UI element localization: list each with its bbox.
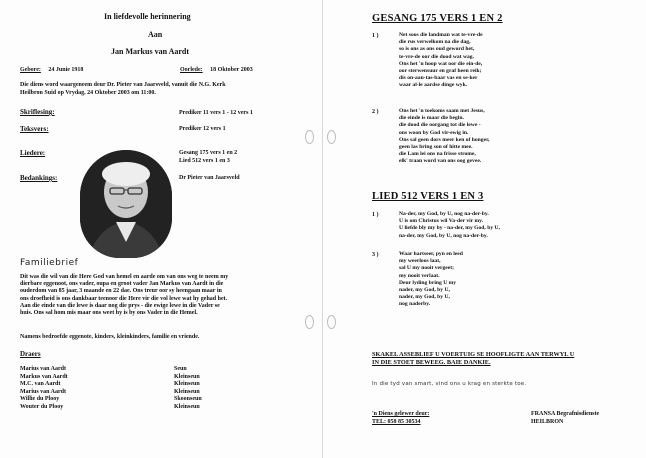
bearer-name: M.C. van Aardt	[20, 381, 61, 388]
born-label: Gebore:	[20, 67, 41, 73]
verse-line: na-der, my God, by U, nog na-der-by.	[399, 232, 488, 239]
undertaker-tel: TEL: 058 85 30534	[372, 419, 421, 425]
song-1-verse-1	[399, 32, 483, 90]
verse-line: Ons het 'n hoop wat oor die ein-de,	[399, 60, 483, 67]
bearer-relation: Kleinseun	[174, 403, 200, 410]
program-label-reading: Skriflesing:	[20, 108, 55, 116]
service-line-1: Die diens word waargeneem deur Dr. Pieter van Jaarsveld, vanuit die N.G. Kerk	[20, 82, 226, 88]
song-2-title: LIED 512 VERS 1 EN 3	[372, 191, 484, 202]
bearers-relations	[174, 366, 202, 412]
verse-line: U is om Christus wil Va-der vir my.	[399, 218, 484, 225]
bearer-name: Marius van Aardt	[20, 366, 67, 372]
letter-heading: Familiebrief	[20, 258, 79, 268]
verse-line: nader, my God, by U,	[399, 287, 450, 294]
bearer-name: Willie du Plooy	[20, 396, 60, 403]
died-row	[180, 67, 253, 74]
portrait-photo	[80, 150, 172, 258]
handwritten-note: In die tyd van smart, vind ons u krag en sterkte toe.	[372, 381, 527, 387]
memorial-heading: In liefdevolle herinnering	[104, 12, 191, 21]
verse-line: Na-der, my God, by U, nog na-der-by.	[399, 211, 489, 217]
service-line-2: Heilbron Suid op Vrydag, 24 Oktober 2003 om 11:00.	[20, 90, 156, 96]
bearers-heading: Draers	[20, 350, 41, 358]
program-value-reading: Prediker 11 vers 1 - 12 vers 1	[179, 110, 253, 116]
letter-body	[20, 274, 228, 317]
verse-number: 1 )	[372, 33, 379, 39]
died-date: 18 Oktober 2003	[210, 67, 253, 73]
verse-line: my weerloos laat,	[399, 258, 441, 265]
born-row	[20, 67, 83, 74]
bearer-relation: Kleinseun	[174, 373, 200, 380]
program-value-thanks: Dr Pieter van Jaarsveld	[179, 175, 240, 181]
verse-line: U liefde bly my by - na-der, my God, by U,	[399, 225, 500, 232]
program-value-song-1: Gesang 175 vers 1 en 2	[179, 150, 238, 156]
binder-hole	[305, 315, 314, 329]
song-2-verse-3	[399, 251, 463, 309]
bearer-relation: Kleinseun	[174, 381, 200, 388]
deceased-name: Jan Markus van Aardt	[111, 47, 190, 56]
verse-number: 3 )	[372, 252, 379, 258]
program-label-thanks: Bedankings:	[20, 174, 58, 182]
verse-line: die rus verwelkom na die dag,	[399, 39, 471, 46]
verse-line: ons woon by God vir-ewig in.	[399, 129, 469, 136]
letter-line: ouderdom van 85 jaar, 3 maande en 22 dae. Ons treur oor sy heengaan maar in	[20, 288, 222, 295]
program-value-song-2: Lied 512 vers 1 en 3	[179, 158, 230, 164]
song-1-verse-2	[399, 108, 489, 166]
verse-line: Deur lyding bring U my	[399, 279, 457, 286]
letter-line: Dit was die wil van die Here God van hemel en aarde om van ons weg te neem my	[20, 274, 229, 280]
undertaker-name: FRANSA Begrafnisdienste	[531, 411, 600, 417]
bearer-relation: Seun	[174, 366, 187, 372]
verse-line: die einde is maar die begin.	[399, 115, 464, 122]
verse-line: die dood die oorgang tot die lewe -	[399, 122, 481, 129]
bearer-name: Wouter du Plooy	[20, 403, 64, 410]
verse-line: dis on-aan-tas-baar vas en se-ker	[399, 75, 478, 82]
verse-line: te-vre-de oor die dood wat wag.	[399, 53, 474, 60]
verse-line: elk' traan word van ons oog gevee.	[399, 158, 482, 165]
letter-line: dierbare eggenoot, ons vader, oupa en groot vader Jan Markus van Aardt in die	[20, 281, 224, 288]
portrait-drawing	[80, 150, 172, 258]
binder-hole	[327, 130, 336, 144]
program-label-text: Teksvers:	[20, 125, 49, 133]
song-1-title: GESANG 175 VERS 1 EN 2	[372, 13, 503, 24]
letter-line: Aan die einde van die lewe is daar nog die prys - die ewige lewe in die Vader se	[20, 302, 220, 309]
service-by-label: 'n Diens gelewer deur:	[372, 411, 430, 417]
song-2-verse-1	[399, 211, 500, 240]
verse-line: Net soos die landman wat te-vre-de	[399, 32, 483, 38]
program-value-text: Prediker 12 vers 1	[179, 126, 226, 132]
letter-line: huis. Ons sal hom mis maar ons weet hy is by ons Vader in die Hemel.	[20, 310, 198, 317]
bearer-relation: Kleinseun	[174, 388, 200, 395]
binder-hole	[305, 130, 314, 144]
bearers-names	[20, 366, 68, 412]
program-label-songs: Liedere:	[20, 149, 46, 157]
verse-line: sal U my nooit vergeet;	[399, 265, 454, 272]
headlights-notice-2: IN DIE STOET BEWEEG. BAIE DANKIE.	[372, 359, 491, 366]
undertaker-town: HEILBRON	[531, 419, 564, 425]
verse-line: oor sterwensuur en graf heen reik;	[399, 68, 482, 75]
verse-line: die Lam lei ons na frisse strome,	[399, 151, 476, 158]
verse-line: my nooit verlaat.	[399, 272, 440, 279]
headlights-notice-1: SKAKEL ASSEBLIEF U VOERTUIG SE HOOFLIGTE AAN TERWYL U	[372, 351, 575, 358]
verse-line: nog naderby.	[399, 301, 431, 308]
verse-line: waar al-le aardse dinge wyk.	[399, 82, 468, 89]
bearer-relation: Skoonseun	[174, 396, 202, 403]
memorial-to: Aan	[148, 30, 163, 39]
died-label: Oorlede:	[180, 67, 203, 73]
verse-line: Waar hartseer, pyn en leed	[399, 251, 463, 257]
bearer-name: Markus van Aardt	[20, 373, 68, 380]
right-page	[323, 0, 646, 458]
verse-line: nader, my God, by U,	[399, 294, 450, 301]
bereaved-line: Namens bedroefde eggenote, kinders, kleinkinders, familie en vriende.	[20, 334, 200, 340]
verse-line: Ons sal geen dors meer ken of honger,	[399, 136, 490, 143]
verse-line: Ons het 'n toekoms saam met Jesus,	[399, 108, 485, 114]
verse-number: 2 )	[372, 109, 379, 115]
bearer-name: Marius van Aardt	[20, 388, 67, 395]
verse-line: so is ons as ons oud geword het,	[399, 46, 475, 53]
verse-line: geen las bring son of hitte mee.	[399, 144, 473, 151]
born-date: 24 Junie 1918	[48, 67, 84, 73]
verse-number: 1 )	[372, 212, 379, 218]
letter-line: ons droefheid is ons dankbaar teenoor die Here vir die vol lewe wat hy gehad het.	[20, 295, 228, 302]
binder-hole	[327, 315, 336, 329]
